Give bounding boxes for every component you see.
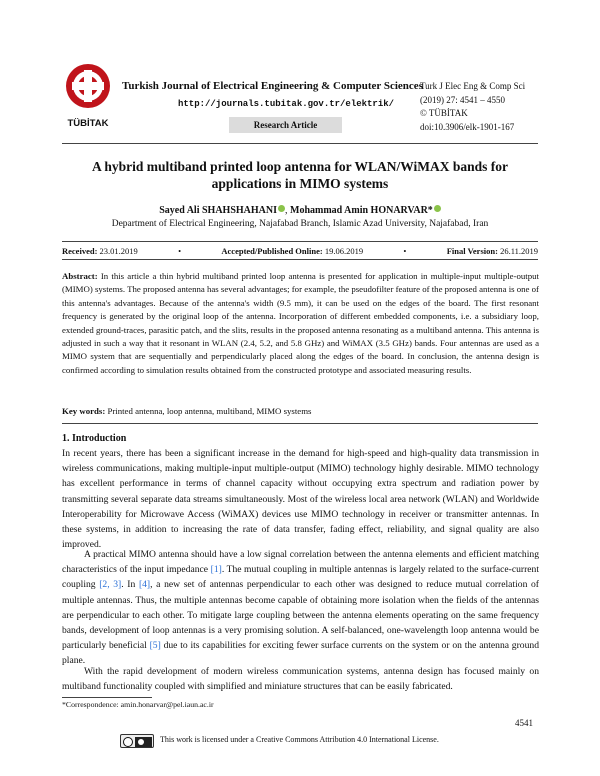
keywords-text: Printed antenna, loop antenna, multiband, MIMO systems xyxy=(107,406,312,416)
license-text: This work is licensed under a Creative Commons Attribution 4.0 International License. xyxy=(160,735,439,744)
dates-top-rule xyxy=(62,241,538,242)
abstract-text: In this article a thin hybrid multiband printed loop antenna is presented for application in multiple-input multiple-output (MIMO) systems. The proposed antenna has several advantages; for example, the pseudofilter feature of the proposed antenna is one of this antenna's advantages. Because of the antenna's width (9.5 mm), it can be used on the edges of the board. The first resonant frequency is generated by the original loop of the antenna. Incorporation of different embedded components, i.e. a subsidiary loop, extended ground-traces, parasitic patch, and the slits, results in the proposed antenna resonating as a multiband antenna. This antenna is adjusted in such a way that it resonant in WLAN (2.4, 5.2, and 5.8 GHz) and WiMAX (3.5 GHz) bands. Four antennas are used as a MIMO system that are sequentially and perpendicularly placed along the edges of the board. In conclusion, the antenna design is confirmed according to simulation results obtained from the constructed prototype and associated measuring results. xyxy=(62,271,539,375)
author-separator: , xyxy=(285,205,290,216)
abstract xyxy=(62,270,539,377)
citation-link[interactable]: [1] xyxy=(210,564,222,576)
correspondence-footnote: *Correspondence: amin.honarvar@pel.iaun.ac.ir xyxy=(62,700,214,709)
keywords-rule xyxy=(62,423,538,424)
journal-url[interactable]: http://journals.tubitak.gov.tr/elektrik/ xyxy=(178,99,395,109)
final-label: Final Version: xyxy=(446,246,498,256)
journal-name: Turkish Journal of Electrical Engineering & Computer Sciences xyxy=(122,80,423,92)
citation-block xyxy=(420,80,525,134)
citation-link[interactable]: [5] xyxy=(149,640,161,652)
copyright: © TÜBİTAK xyxy=(420,108,468,118)
received-date: 23.01.2019 xyxy=(99,246,138,256)
creative-commons-icon[interactable] xyxy=(120,734,154,748)
citation-link[interactable]: [4] xyxy=(138,579,151,591)
author-1: Sayed Ali SHAHSHAHANI xyxy=(159,205,277,216)
affiliation: Department of Electrical Engineering, Najafabad Branch, Islamic Azad University, Najafabad, Iran xyxy=(111,219,489,229)
dates-bullet: • xyxy=(403,246,407,256)
doi[interactable]: doi:10.3906/elk-1901-167 xyxy=(420,121,515,132)
received-label: Received: xyxy=(62,246,98,256)
keywords xyxy=(62,406,311,416)
author-2: Mohammad Amin HONARVAR* xyxy=(290,205,433,216)
section-heading: 1. Introduction xyxy=(62,433,127,444)
accepted-date: 19.06.2019 xyxy=(324,246,364,256)
header-divider xyxy=(62,143,538,144)
dates-bullet: • xyxy=(178,246,182,256)
final-date: 26.11.2019 xyxy=(500,246,538,256)
intro-paragraph-3: With the rapid development of modern wireless communication systems, antenna design has focused mainly on multiband functionality coupled with simplified and miniature structures that can be easily fabricated. xyxy=(62,666,539,693)
abstract-label: Abstract: xyxy=(62,271,98,281)
page-number: 4541 xyxy=(515,718,533,728)
citation-link[interactable]: [2, 3] xyxy=(99,579,122,591)
orcid-icon[interactable] xyxy=(434,205,441,212)
dates-bottom-rule xyxy=(62,259,538,260)
author-line xyxy=(62,205,538,216)
logo-text: TÜBİTAK xyxy=(67,118,109,129)
article-type-badge: Research Article xyxy=(229,117,342,133)
citation-volume: (2019) 27: 4541 – 4550 xyxy=(420,94,505,105)
tubitak-logo xyxy=(62,60,114,132)
accepted-label: Accepted/Published Online: xyxy=(221,246,323,256)
keywords-label: Key words: xyxy=(62,406,106,416)
footnote-rule xyxy=(62,697,152,698)
intro-paragraph-1: In recent years, there has been a significant increase in the demand for high-speed and high-quality data transmission in wireless communications, making multiple-input multiple-output (MIMO) technology highly desirable. MIMO technology has excellent performance in terms of channel capacity without occupying extra spectrum and radiation power by transmitting several separate data streams simultaneously. Most of the wireless local area network (WLAN) and Worldwide Interoperability for Microwave Access (WiMAX) devices use MIMO technology in receiver or transmitter antennas. In these systems, in addition to increasing the rate of data transfer, fading effect, reliability, and signal quality are also improved. xyxy=(62,448,539,551)
citation-journal: Turk J Elec Eng & Comp Sci xyxy=(420,81,526,91)
paper-title: A hybrid multiband printed loop antenna for WLAN/WiMAX bands for applications in MIMO systems xyxy=(92,159,508,191)
orcid-icon[interactable] xyxy=(278,205,285,212)
cc-by-icon xyxy=(121,736,153,748)
intro-paragraph-2: A practical MIMO antenna should have a low signal correlation between the antenna elements and efficient matching characteristics of the input impedance [1]. The mutual coupling in multiple antennas is largely related to the surface-current coupling [2, 3]. In [4], a new set of antennas perpendicular to each other was designed to reduce mutual correlation of multiple antennas. Thus, the multiple antennas become capable of obtaining more isolation when the fields of the antennas are perpendicular to each other. To mitigate large coupling between the antenna elements operating on the same frequency bands, development of loop antennas is a very promising solution. A self-balanced, one-wavelength loop antenna would be particularly beneficial [5] due to its capabilities for exciting fewer surface currents on the system or on the antenna ground plane. xyxy=(62,549,540,667)
dates-row xyxy=(62,246,538,256)
